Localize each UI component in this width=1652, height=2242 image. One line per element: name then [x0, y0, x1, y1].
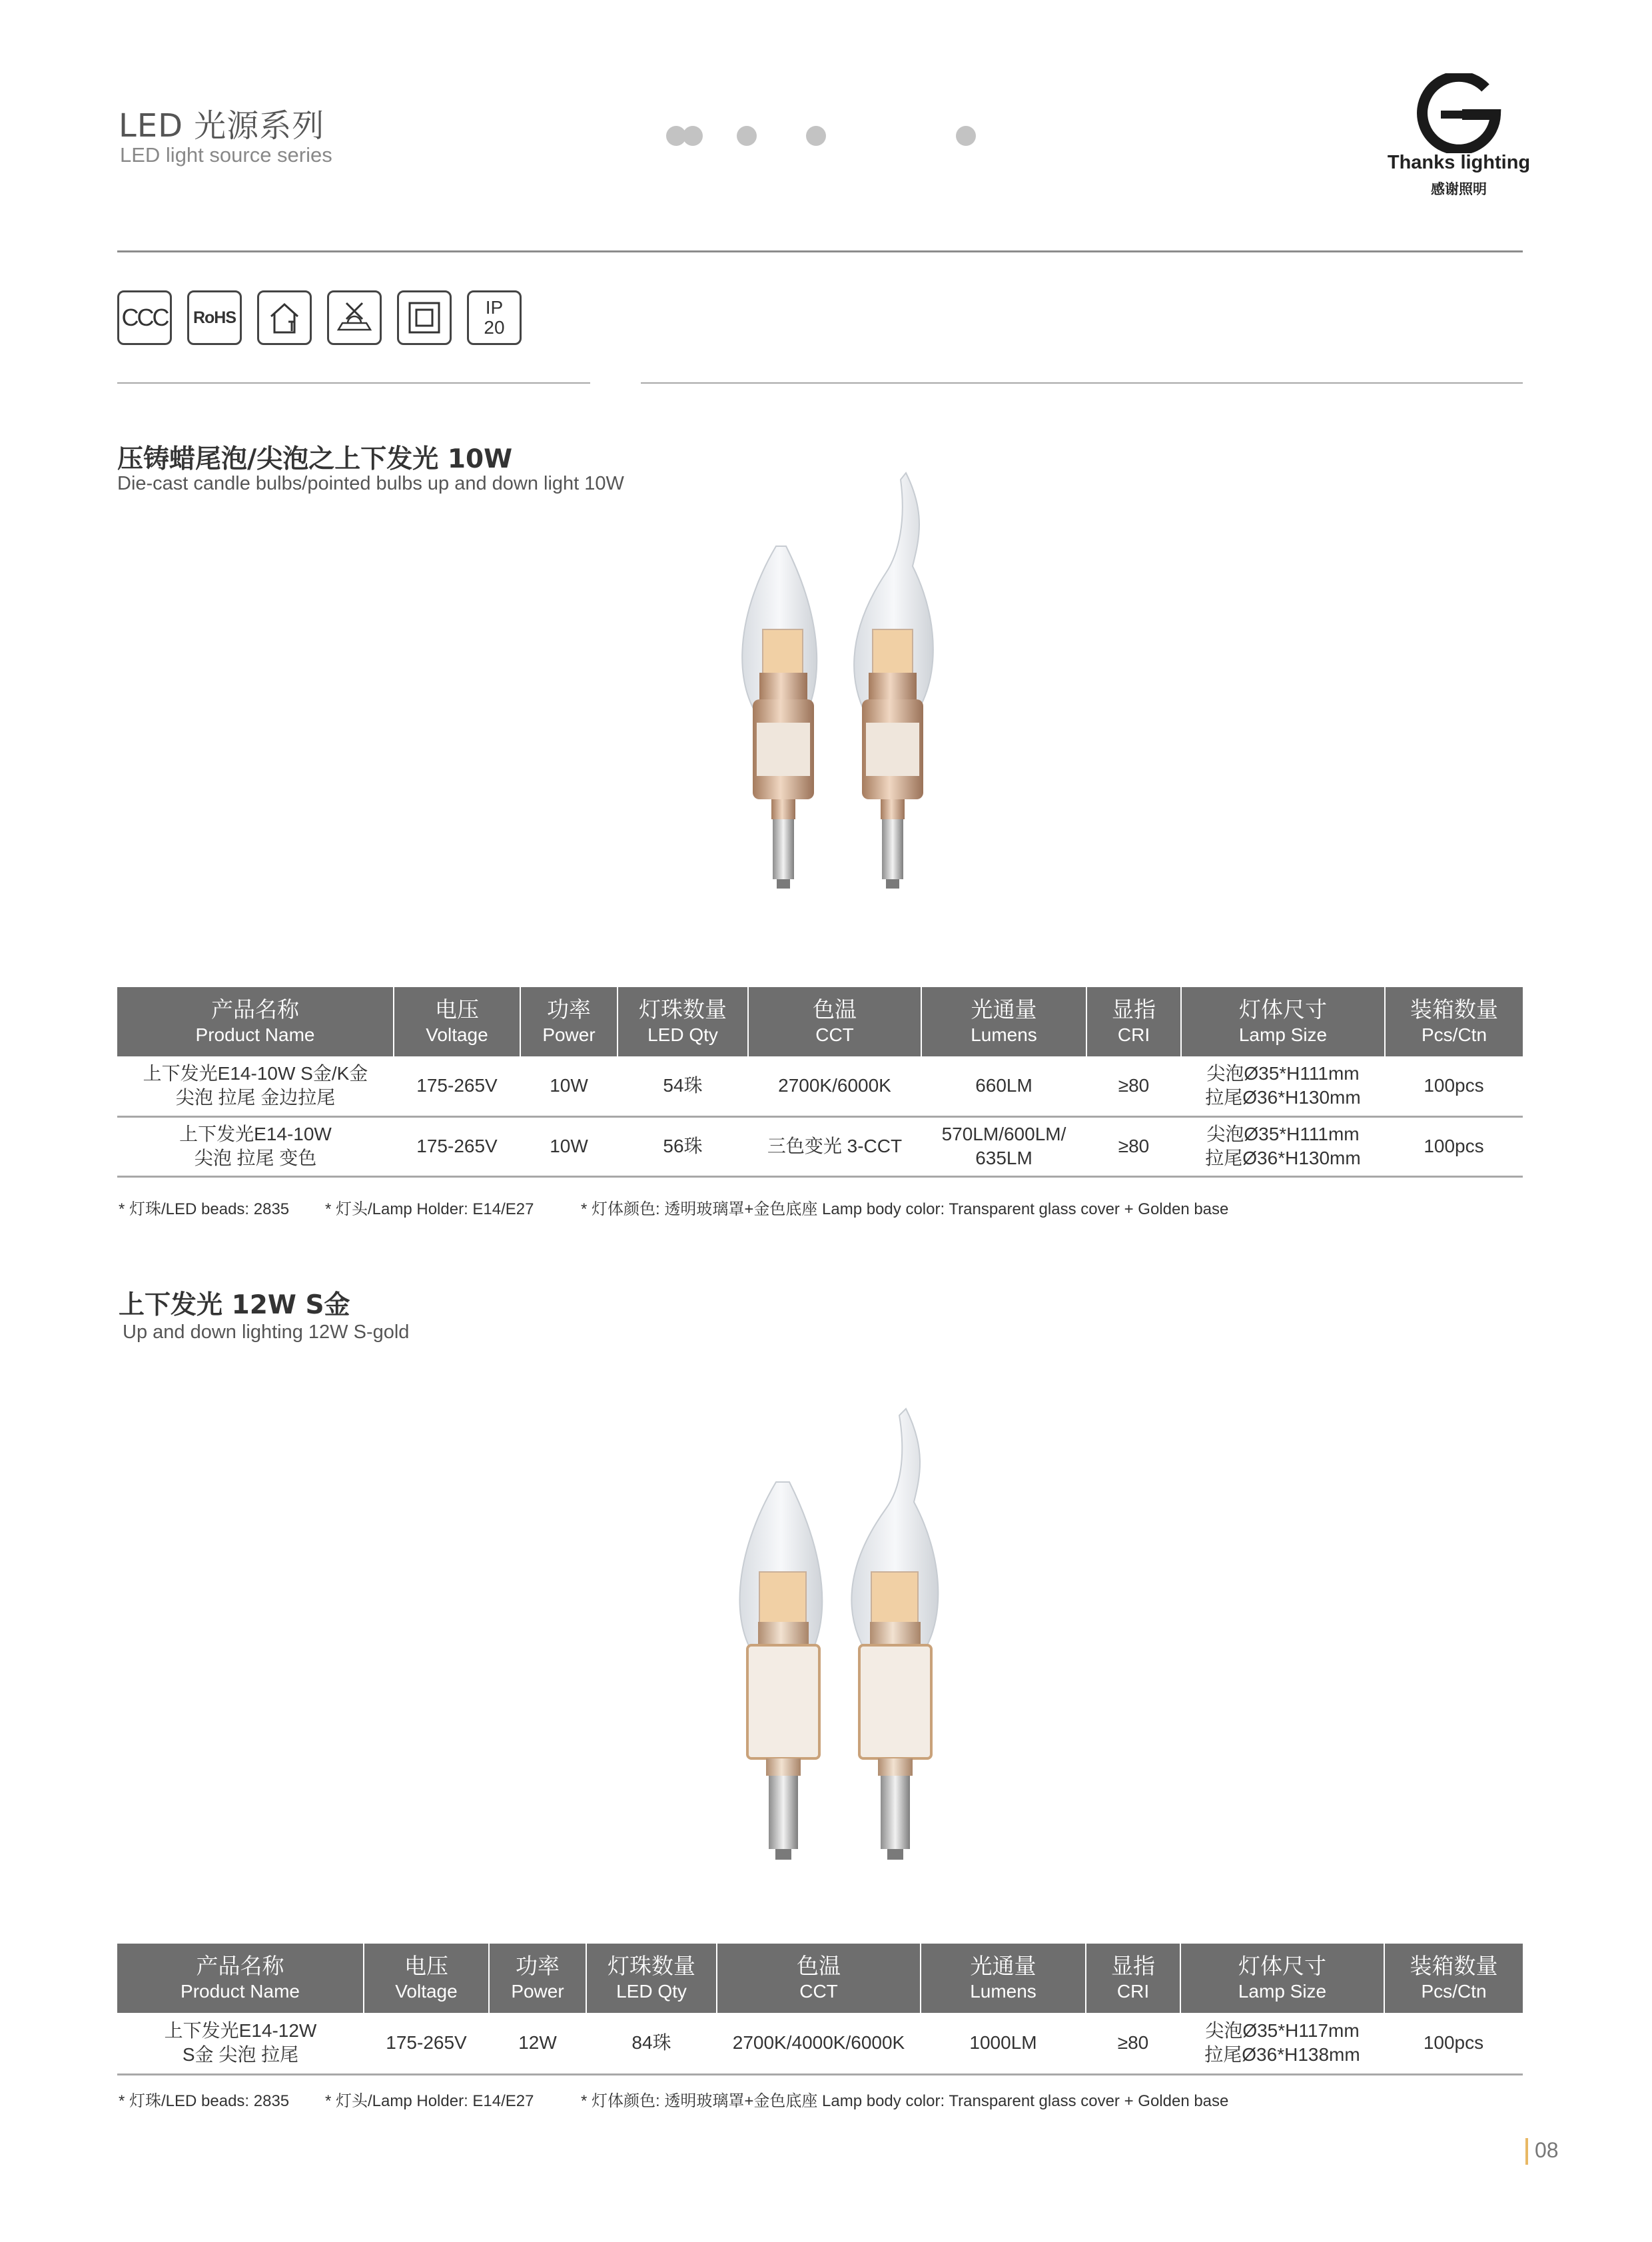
header-divider	[117, 250, 1523, 252]
cell-voltage: 175-265V	[364, 2013, 489, 2074]
cell-product-name: 上下发光E14-10W 尖泡 拉尾 变色	[117, 1116, 394, 1176]
brand-g-icon	[1362, 73, 1555, 153]
col-header-product-name: 产品名称 Product Name	[117, 1944, 364, 2013]
cell-led-qty: 56珠	[618, 1116, 748, 1176]
note-body-color: * 灯体颜色: 透明玻璃罩+金色底座 Lamp body color: Transparent glass cover + Golden base	[581, 2092, 1229, 2110]
section-2-subtitle: Up and down lighting 12W S-gold	[123, 1321, 410, 1343]
cell-voltage: 175-265V	[394, 1116, 520, 1176]
brand-name: Thanks lighting	[1387, 152, 1531, 173]
col-header-lumens: 光通量 Lumens	[921, 987, 1086, 1056]
cell-lumens: 570LM/600LM/ 635LM	[921, 1116, 1086, 1176]
cell-pcs-ctn: 100pcs	[1385, 1056, 1523, 1116]
cell-voltage: 175-265V	[394, 1056, 520, 1116]
col-header-lamp-size: 灯体尺寸 Lamp Size	[1180, 1944, 1384, 2013]
col-header-lumens: 光通量 Lumens	[921, 1944, 1086, 2013]
dot	[683, 126, 703, 146]
col-header-product-name: 产品名称 Product Name	[117, 987, 394, 1056]
cell-cri: ≥80	[1086, 2013, 1180, 2074]
note-led-beads: * 灯珠/LED beads: 2835	[119, 1200, 290, 1218]
cell-pcs-ctn: 100pcs	[1384, 2013, 1523, 2074]
section-1-subtitle: Die-cast candle bulbs/pointed bulbs up and down light 10W	[117, 473, 624, 494]
cell-product-name: 上下发光E14-12W S金 尖泡 拉尾	[117, 2013, 364, 2074]
table-row	[117, 1116, 1523, 1176]
catalog-subtitle: LED light source series	[120, 143, 332, 167]
dot	[806, 126, 826, 146]
cell-lumens: 1000LM	[921, 2013, 1086, 2074]
col-header-cct: 色温 CCT	[717, 1944, 921, 2013]
double-insulation-icon	[397, 290, 452, 345]
note-lamp-holder: * 灯头/Lamp Holder: E14/E27	[325, 2092, 534, 2110]
section-2-title: 上下发光 12W S金	[119, 1290, 350, 1320]
product-photo-12w	[706, 1402, 973, 1882]
col-header-voltage: 电压 Voltage	[394, 987, 520, 1056]
col-header-cri: 显指 CRI	[1086, 987, 1181, 1056]
table-header-row	[117, 987, 1523, 1056]
cell-cct: 2700K/4000K/6000K	[717, 2013, 921, 2074]
table-row	[117, 1056, 1523, 1116]
col-header-led-qty: 灯珠数量 LED Qty	[586, 1944, 717, 2013]
col-header-pcs-ctn: 装箱数量 Pcs/Ctn	[1385, 987, 1523, 1056]
table-row	[117, 2013, 1523, 2074]
cell-power: 10W	[520, 1116, 618, 1176]
catalog-title: LED 光源系列	[119, 107, 325, 145]
cell-cri: ≥80	[1086, 1056, 1181, 1116]
cell-cct: 2700K/6000K	[748, 1056, 921, 1116]
section-1-title: 压铸蜡尾泡/尖泡之上下发光 10W	[117, 444, 513, 474]
cell-lamp-size: 尖泡Ø35*H117mm 拉尾Ø36*H138mm	[1180, 2013, 1384, 2074]
cell-lumens: 660LM	[921, 1056, 1086, 1116]
cell-pcs-ctn: 100pcs	[1385, 1116, 1523, 1176]
cell-product-name: 上下发光E14-10W S金/K金 尖泡 拉尾 金边拉尾	[117, 1056, 394, 1116]
cert-divider-left	[117, 382, 590, 384]
col-header-power: 功率 Power	[520, 987, 618, 1056]
no-cover-icon	[327, 290, 382, 345]
cell-lamp-size: 尖泡Ø35*H111mm 拉尾Ø36*H130mm	[1181, 1116, 1385, 1176]
note-lamp-holder: * 灯头/Lamp Holder: E14/E27	[325, 1200, 534, 1218]
col-header-cri: 显指 CRI	[1086, 1944, 1180, 2013]
ip20-icon: IP 20	[467, 290, 522, 345]
note-led-beads: * 灯珠/LED beads: 2835	[119, 2092, 290, 2110]
ccc-mark-icon: CCC	[117, 290, 172, 345]
indoor-use-icon	[257, 290, 312, 345]
cell-cct: 三色变光 3-CCT	[748, 1116, 921, 1176]
cert-divider-right	[641, 382, 1523, 384]
cell-led-qty: 54珠	[618, 1056, 748, 1116]
cell-cri: ≥80	[1086, 1116, 1181, 1176]
brand-name-cn: 感谢照明	[1431, 181, 1487, 197]
table-header-row	[117, 1944, 1523, 2013]
product-photo-10w	[706, 460, 973, 926]
cell-lamp-size: 尖泡Ø35*H111mm 拉尾Ø36*H130mm	[1181, 1056, 1385, 1116]
page-number: 08	[1535, 2138, 1559, 2162]
col-header-pcs-ctn: 装箱数量 Pcs/Ctn	[1384, 1944, 1523, 2013]
dot	[956, 126, 976, 146]
col-header-led-qty: 灯珠数量 LED Qty	[618, 987, 748, 1056]
note-body-color: * 灯体颜色: 透明玻璃罩+金色底座 Lamp body color: Transparent glass cover + Golden base	[581, 1200, 1229, 1218]
dot	[737, 126, 757, 146]
col-header-cct: 色温 CCT	[748, 987, 921, 1056]
rohs-mark-icon: RoHS	[187, 290, 242, 345]
page-number-accent	[1525, 2138, 1528, 2165]
col-header-power: 功率 Power	[489, 1944, 586, 2013]
col-header-voltage: 电压 Voltage	[364, 1944, 489, 2013]
cell-led-qty: 84珠	[586, 2013, 717, 2074]
col-header-lamp-size: 灯体尺寸 Lamp Size	[1181, 987, 1385, 1056]
brand-logo	[1362, 73, 1555, 206]
cell-power: 12W	[489, 2013, 586, 2074]
spec-table-12w	[117, 1944, 1523, 2075]
spec-table-10w	[117, 987, 1523, 1178]
cell-power: 10W	[520, 1056, 618, 1116]
